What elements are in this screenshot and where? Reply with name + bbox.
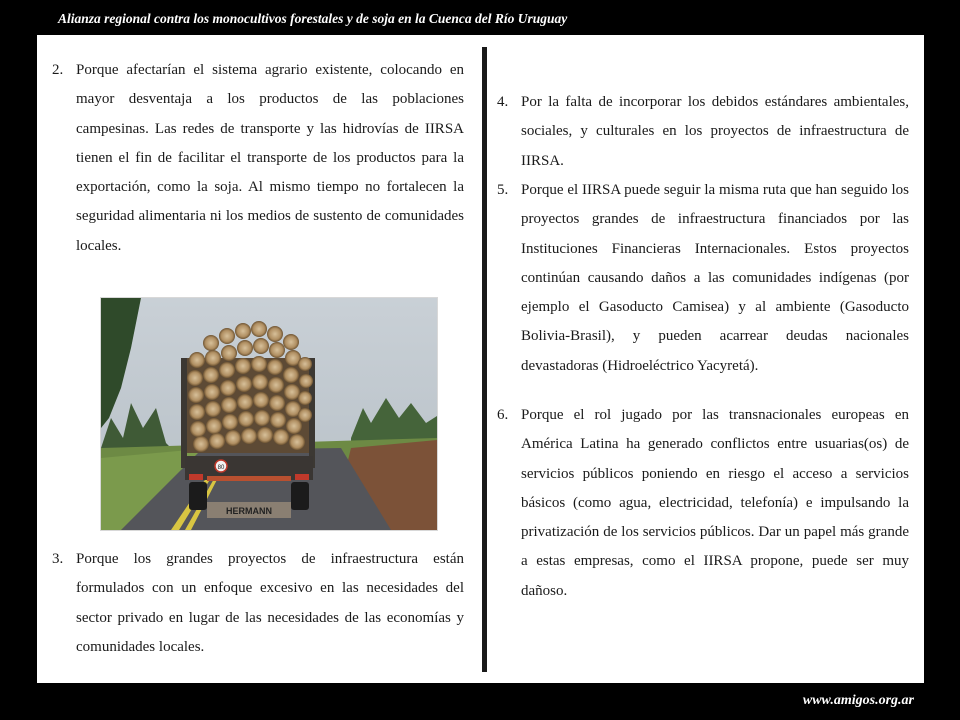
column-divider xyxy=(482,47,487,672)
header-title: Alianza regional contra los monocultivos forestales y de soja en la Cuenca del Río Uruguay xyxy=(58,11,568,26)
list-number: 5. xyxy=(497,182,509,198)
list-item-3 xyxy=(52,545,464,662)
list-item-6 xyxy=(497,401,909,606)
list-number: 2. xyxy=(52,62,64,78)
list-item-2 xyxy=(52,56,464,261)
list-item-4 xyxy=(497,88,909,176)
speed-sign-number: 80 xyxy=(217,465,225,471)
list-number: 6. xyxy=(497,407,509,423)
document-page xyxy=(37,35,924,683)
log-truck-photo xyxy=(101,298,437,530)
list-number: 3. xyxy=(52,551,64,567)
list-number: 4. xyxy=(497,94,509,110)
list-text: Porque los grandes proyectos de infraestructura están formulados con un enfoque excesivo en las necesidades del sector privado en lugar de las necesidades de las economías y comunidades locales. xyxy=(76,551,464,655)
list-text: Porque el IIRSA puede seguir la misma ruta que han seguido los proyectos grandes de infraestructura financiados por las Instituciones Financieras Internacionales. Estos proyectos continúan causando daños a las comunidades indígenas (por ejemplo el Gasoducto Camisea) y al ambiente (Gasoducto Bolivia-Brasil), y pueden acarrear deudas nacionales devastadoras (Hidroeléctrico Yacyretá). xyxy=(521,182,909,374)
truck-brand-label: HERMANN xyxy=(226,506,272,516)
list-text: Porque afectarían el sistema agrario existente, colocando en mayor desventaja a los productos de las poblaciones campesinas. Las redes de transporte y las hidrovías de IIRSA tienen el fin de facilitar el transporte de los productos para la exportación, como la soja. Al mismo tiempo no fortalecen la seguridad alimentaria ni los medios de sustento de comunidades locales. xyxy=(76,62,464,254)
list-text: Por la falta de incorporar los debidos estándares ambientales, sociales, y culturales en los proyectos de infraestructura de IIRSA. xyxy=(521,94,909,169)
list-item-5 xyxy=(497,176,909,381)
footer-url[interactable]: www.amigos.org.ar xyxy=(802,693,914,708)
list-text: Porque el rol jugado por las transnacionales europeas en América Latina ha generado conflictos entre usuarias(os) de servicios públicos poniendo en riesgo el acceso a servicios básicos (como agua, electricidad, telefonía) e impulsando la privatización de los servicios públicos. Dar un papel más grande a estas empresas, como el IIRSA propone, puede ser muy dañoso. xyxy=(521,407,909,599)
